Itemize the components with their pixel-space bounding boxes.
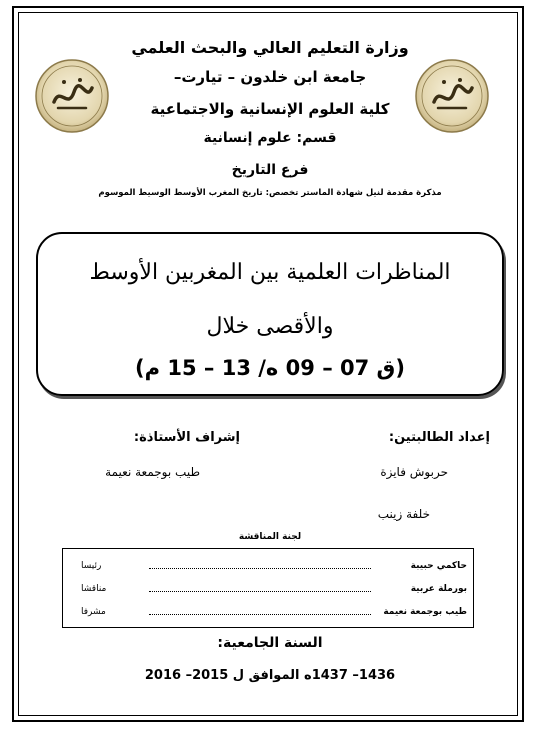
supervisor-label: إشراف الأستاذة:	[133, 430, 240, 445]
supervisor-name: طيب بوجمعة نعيمة	[105, 465, 200, 479]
committee-member-name: بورملة عربية	[410, 584, 467, 594]
thesis-title-line-1: المناظرات العلمية بين المغربين الأوسط	[89, 260, 451, 285]
committee-table	[62, 548, 474, 628]
university-seal-right-icon	[414, 58, 490, 134]
committee-row	[63, 557, 473, 577]
student-name: حربوش فايزة	[380, 465, 448, 479]
university-line: جامعة ابن خلدون – تيارت–	[173, 68, 367, 86]
dotted-leader	[149, 591, 371, 592]
committee-member-name: حاكمي حبيبة	[410, 561, 467, 571]
university-seal-left-icon	[34, 58, 110, 134]
dotted-leader	[149, 568, 371, 569]
committee-row	[63, 580, 473, 600]
committee-member-name: طيب بوجمعة نعيمة	[383, 607, 467, 617]
dotted-leader	[149, 614, 371, 615]
branch-line: فرع التاريخ	[231, 162, 309, 178]
academic-year-label: السنة الجامعية:	[217, 635, 323, 651]
committee-member-role: رئيسا	[81, 561, 102, 571]
thesis-title-period: (ق 07 – 09 ه/ 13 – 15 م)	[135, 356, 405, 380]
thesis-title-line-2: والأقصى خلال	[206, 314, 334, 339]
committee-row	[63, 603, 473, 623]
committee-member-role: مناقشا	[81, 584, 107, 594]
ministry-line: وزارة التعليم العالي والبحث العلمي	[131, 38, 409, 57]
thesis-title-box	[36, 232, 504, 396]
prepared-by-label: إعداد الطالبتين:	[388, 430, 490, 445]
committee-label: لجنة المناقشة	[238, 532, 302, 542]
thesis-note: مذكرة مقدمة لنيل شهادة الماستر تخصص: تاريخ المغرب الأوسط الوسيط الموسوم	[98, 188, 442, 198]
faculty-line: كلية العلوم الإنسانية والاجتماعية	[150, 100, 390, 118]
student-name: خلفة زينب	[377, 507, 430, 521]
committee-member-role: مشرفا	[81, 607, 106, 617]
department-line: قسم: علوم إنسانية	[203, 130, 337, 146]
academic-year-value: 1436– 1437ه الموافق ل 2015– 2016	[144, 668, 396, 683]
